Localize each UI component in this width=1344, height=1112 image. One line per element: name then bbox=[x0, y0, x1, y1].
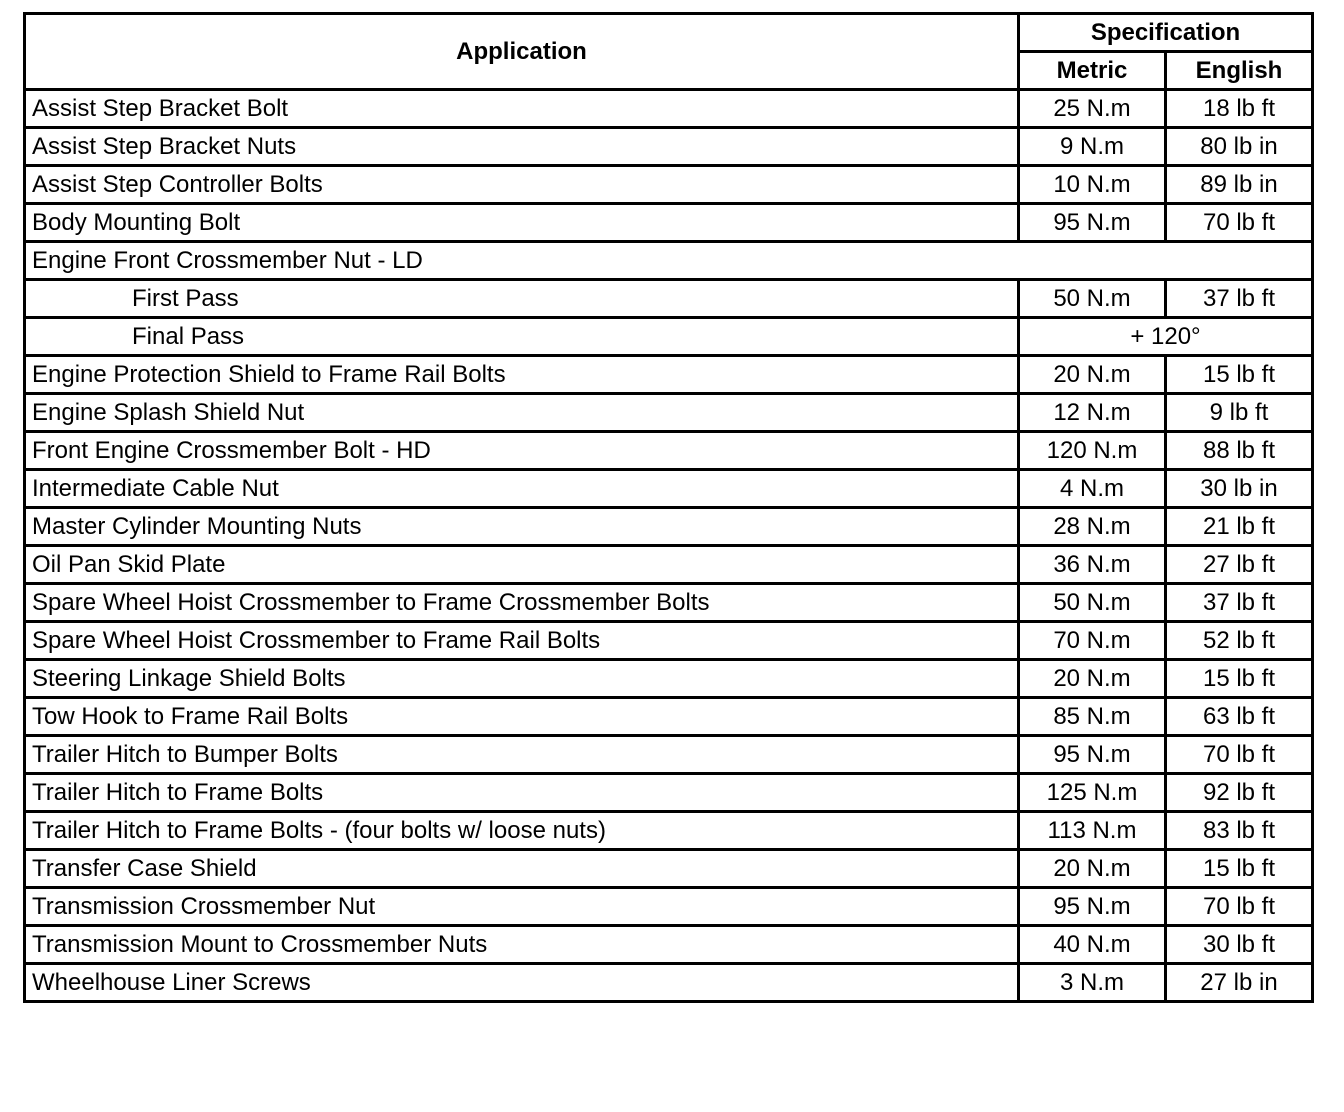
application-cell: Body Mounting Bolt bbox=[25, 204, 1019, 242]
table-row bbox=[25, 90, 1313, 128]
application-header: Application bbox=[25, 14, 1019, 90]
application-cell: Assist Step Controller Bolts bbox=[25, 166, 1019, 204]
application-cell: Transfer Case Shield bbox=[25, 850, 1019, 888]
table-row bbox=[25, 660, 1313, 698]
table-row bbox=[25, 508, 1313, 546]
table-row bbox=[25, 470, 1313, 508]
metric-cell: 20 N.m bbox=[1019, 356, 1166, 394]
header-row-top bbox=[25, 14, 1313, 52]
spec-table-body bbox=[25, 90, 1313, 1002]
application-cell: Assist Step Bracket Bolt bbox=[25, 90, 1019, 128]
english-cell: 30 lb ft bbox=[1166, 926, 1313, 964]
english-cell: 9 lb ft bbox=[1166, 394, 1313, 432]
english-cell: 27 lb ft bbox=[1166, 546, 1313, 584]
metric-cell: 10 N.m bbox=[1019, 166, 1166, 204]
table-row bbox=[25, 964, 1313, 1002]
application-cell: Wheelhouse Liner Screws bbox=[25, 964, 1019, 1002]
table-row bbox=[25, 394, 1313, 432]
english-cell: 70 lb ft bbox=[1166, 204, 1313, 242]
english-cell: 21 lb ft bbox=[1166, 508, 1313, 546]
application-cell: Trailer Hitch to Frame Bolts bbox=[25, 774, 1019, 812]
table-row bbox=[25, 888, 1313, 926]
combined-spec-cell: + 120° bbox=[1019, 318, 1313, 356]
english-cell: 15 lb ft bbox=[1166, 660, 1313, 698]
table-row bbox=[25, 850, 1313, 888]
application-cell: Front Engine Crossmember Bolt - HD bbox=[25, 432, 1019, 470]
metric-cell: 113 N.m bbox=[1019, 812, 1166, 850]
metric-header: Metric bbox=[1019, 52, 1166, 90]
table-row bbox=[25, 318, 1313, 356]
table-row bbox=[25, 812, 1313, 850]
application-cell: Transmission Crossmember Nut bbox=[25, 888, 1019, 926]
metric-cell: 125 N.m bbox=[1019, 774, 1166, 812]
english-cell: 83 lb ft bbox=[1166, 812, 1313, 850]
english-cell: 89 lb in bbox=[1166, 166, 1313, 204]
application-cell: Transmission Mount to Crossmember Nuts bbox=[25, 926, 1019, 964]
application-cell: Intermediate Cable Nut bbox=[25, 470, 1019, 508]
metric-cell: 50 N.m bbox=[1019, 584, 1166, 622]
table-row bbox=[25, 774, 1313, 812]
table-row bbox=[25, 432, 1313, 470]
metric-cell: 25 N.m bbox=[1019, 90, 1166, 128]
application-cell: First Pass bbox=[25, 280, 1019, 318]
metric-cell: 70 N.m bbox=[1019, 622, 1166, 660]
metric-cell: 28 N.m bbox=[1019, 508, 1166, 546]
english-cell: 52 lb ft bbox=[1166, 622, 1313, 660]
english-cell: 80 lb in bbox=[1166, 128, 1313, 166]
application-cell: Tow Hook to Frame Rail Bolts bbox=[25, 698, 1019, 736]
table-row bbox=[25, 242, 1313, 280]
english-header: English bbox=[1166, 52, 1313, 90]
application-cell: Steering Linkage Shield Bolts bbox=[25, 660, 1019, 698]
metric-cell: 20 N.m bbox=[1019, 850, 1166, 888]
english-cell: 30 lb in bbox=[1166, 470, 1313, 508]
metric-cell: 120 N.m bbox=[1019, 432, 1166, 470]
table-row bbox=[25, 280, 1313, 318]
english-cell: 70 lb ft bbox=[1166, 888, 1313, 926]
metric-cell: 85 N.m bbox=[1019, 698, 1166, 736]
english-cell: 27 lb in bbox=[1166, 964, 1313, 1002]
table-row bbox=[25, 166, 1313, 204]
english-cell: 88 lb ft bbox=[1166, 432, 1313, 470]
table-row bbox=[25, 356, 1313, 394]
application-cell: Engine Protection Shield to Frame Rail Bolts bbox=[25, 356, 1019, 394]
metric-cell: 95 N.m bbox=[1019, 888, 1166, 926]
table-row bbox=[25, 584, 1313, 622]
metric-cell: 40 N.m bbox=[1019, 926, 1166, 964]
table-row bbox=[25, 546, 1313, 584]
metric-cell: 36 N.m bbox=[1019, 546, 1166, 584]
application-cell: Engine Splash Shield Nut bbox=[25, 394, 1019, 432]
metric-cell: 3 N.m bbox=[1019, 964, 1166, 1002]
table-row bbox=[25, 736, 1313, 774]
english-cell: 37 lb ft bbox=[1166, 280, 1313, 318]
application-cell: Final Pass bbox=[25, 318, 1019, 356]
metric-cell: 95 N.m bbox=[1019, 204, 1166, 242]
english-cell: 92 lb ft bbox=[1166, 774, 1313, 812]
table-row bbox=[25, 926, 1313, 964]
application-cell: Trailer Hitch to Frame Bolts - (four bolts w/ loose nuts) bbox=[25, 812, 1019, 850]
application-cell: Oil Pan Skid Plate bbox=[25, 546, 1019, 584]
metric-cell: 50 N.m bbox=[1019, 280, 1166, 318]
application-cell: Spare Wheel Hoist Crossmember to Frame Crossmember Bolts bbox=[25, 584, 1019, 622]
english-cell: 15 lb ft bbox=[1166, 850, 1313, 888]
application-cell: Trailer Hitch to Bumper Bolts bbox=[25, 736, 1019, 774]
english-cell: 37 lb ft bbox=[1166, 584, 1313, 622]
metric-cell: 4 N.m bbox=[1019, 470, 1166, 508]
fastener-spec-table bbox=[23, 12, 1314, 1003]
application-cell: Master Cylinder Mounting Nuts bbox=[25, 508, 1019, 546]
application-cell: Engine Front Crossmember Nut - LD bbox=[25, 242, 1313, 280]
application-cell: Spare Wheel Hoist Crossmember to Frame Rail Bolts bbox=[25, 622, 1019, 660]
metric-cell: 20 N.m bbox=[1019, 660, 1166, 698]
table-row bbox=[25, 622, 1313, 660]
english-cell: 63 lb ft bbox=[1166, 698, 1313, 736]
table-row bbox=[25, 128, 1313, 166]
english-cell: 15 lb ft bbox=[1166, 356, 1313, 394]
metric-cell: 9 N.m bbox=[1019, 128, 1166, 166]
metric-cell: 95 N.m bbox=[1019, 736, 1166, 774]
english-cell: 70 lb ft bbox=[1166, 736, 1313, 774]
application-cell: Assist Step Bracket Nuts bbox=[25, 128, 1019, 166]
english-cell: 18 lb ft bbox=[1166, 90, 1313, 128]
specification-header: Specification bbox=[1019, 14, 1313, 52]
metric-cell: 12 N.m bbox=[1019, 394, 1166, 432]
table-row bbox=[25, 204, 1313, 242]
table-row bbox=[25, 698, 1313, 736]
